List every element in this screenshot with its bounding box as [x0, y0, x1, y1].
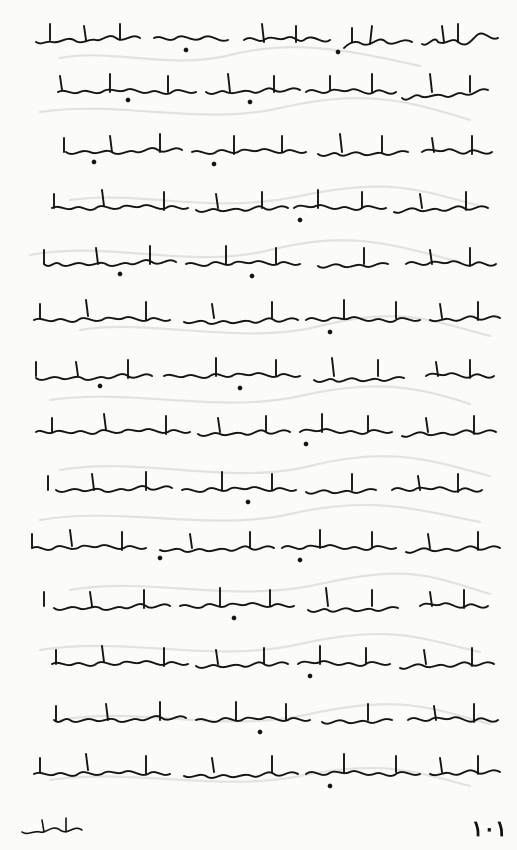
manuscript-line-9 — [48, 472, 482, 503]
manuscript-line-13 — [54, 702, 498, 733]
manuscript-line-1 — [36, 24, 498, 53]
manuscript-line-12 — [52, 646, 494, 677]
manuscript-line-7 — [36, 358, 494, 389]
manuscript-line-10 — [32, 530, 500, 561]
manuscript-line-4 — [52, 190, 488, 221]
manuscript-line-5 — [44, 246, 496, 277]
manuscript-line-2 — [58, 74, 488, 103]
catchword-mark — [16, 814, 86, 840]
manuscript-line-11 — [44, 588, 488, 619]
manuscript-line-3 — [64, 134, 492, 165]
manuscript-line-8 — [36, 414, 496, 445]
manuscript-line-14 — [34, 754, 500, 787]
page-number: ۱۰۱ — [471, 816, 507, 842]
manuscript-line-6 — [34, 300, 500, 333]
